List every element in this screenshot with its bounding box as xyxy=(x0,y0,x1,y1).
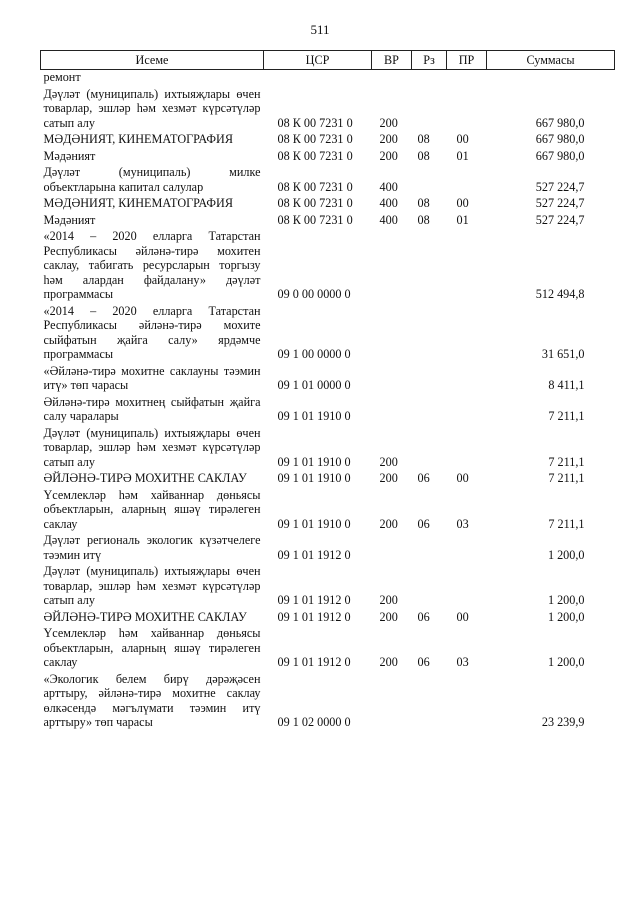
cell-name: ремонт xyxy=(43,70,81,84)
cell-rz xyxy=(412,393,447,424)
table-row xyxy=(41,85,615,131)
table-row xyxy=(41,562,615,608)
cell-vr: 200 xyxy=(379,148,398,163)
cell-vr: 200 xyxy=(379,115,398,130)
cell-sum: 1 200,0 xyxy=(547,609,585,624)
cell-csr: 09 1 01 1910 0 xyxy=(277,409,351,423)
cell-csr: 08 К 00 7231 0 xyxy=(277,115,353,130)
cell-sum: 527 224,7 xyxy=(535,196,585,210)
cell-pr: 00 xyxy=(456,471,469,485)
cell-rz xyxy=(412,531,447,562)
cell-csr: 09 1 01 1910 0 xyxy=(277,454,351,469)
budget-table-container xyxy=(40,50,614,730)
page-number: 511 xyxy=(310,22,330,37)
cell-name: «2014 – 2020 елларга Татарстан Республикасы әйләнә-тирә мохите сыйфатын җайга салу» ярдәмче программасы xyxy=(43,303,261,361)
table-row xyxy=(41,194,615,211)
cell-name: Әйләнә-тирә мохитнең сыйфатын җайга салу чаралары xyxy=(43,394,261,423)
cell-name: Дәүләт (муниципаль) ихтыяҗлары өчен товарлар, эшләр һәм хезмәт күрсәтүләр сатып алу xyxy=(43,425,261,469)
cell-csr: 09 1 01 1912 0 xyxy=(277,609,351,624)
cell-name: Мәдәният xyxy=(43,148,96,163)
cell-csr: 09 1 01 1910 0 xyxy=(277,471,351,485)
table-row xyxy=(41,486,615,532)
cell-rz xyxy=(412,424,447,470)
cell-rz xyxy=(412,302,447,362)
table-row xyxy=(41,424,615,470)
cell-pr xyxy=(447,302,487,362)
table-row xyxy=(41,227,615,302)
cell-sum: 7 211,1 xyxy=(548,409,585,423)
cell-pr: 03 xyxy=(456,655,469,669)
table-row xyxy=(41,670,615,730)
cell-sum: 8 411,1 xyxy=(548,378,585,392)
cell-pr xyxy=(447,424,487,470)
cell-name: «Экологик белем бирү дәрәҗәсен арттыру, әйләнә-тирә мохитне саклау өлкәсендә мәгълүмати тәэмин итү арттыру» төп чарасы xyxy=(43,671,261,729)
table-row xyxy=(41,531,615,562)
table-row xyxy=(41,393,615,424)
cell-pr: 00 xyxy=(456,196,469,210)
cell-csr: 09 1 01 1912 0 xyxy=(277,593,351,607)
cell-name: «Әйләнә-тирә мохитне саклауны тәэмин итү» төп чарасы xyxy=(43,363,261,392)
cell-sum: 1 200,0 xyxy=(547,655,585,669)
cell-csr: 09 1 01 0000 0 xyxy=(277,378,351,392)
cell-csr xyxy=(264,70,372,85)
cell-pr xyxy=(447,531,487,562)
table-row xyxy=(41,624,615,670)
cell-rz: 08 xyxy=(417,212,430,227)
table-row xyxy=(41,163,615,194)
cell-vr xyxy=(372,670,412,730)
cell-pr: 03 xyxy=(456,516,469,531)
cell-vr xyxy=(372,393,412,424)
cell-name: Үсемлекләр һәм хайваннар дөньясы объектларын, аларның яшәү тирәлеген саклау xyxy=(43,487,261,531)
cell-pr xyxy=(447,85,487,131)
cell-rz xyxy=(412,227,447,302)
cell-rz: 08 xyxy=(417,148,430,163)
cell-rz: 06 xyxy=(417,655,430,669)
cell-vr: 400 xyxy=(379,179,398,194)
cell-vr: 400 xyxy=(379,196,398,210)
cell-name: МӘДӘНИЯТ, КИНЕМАТОГРАФИЯ xyxy=(43,132,233,146)
cell-vr: 200 xyxy=(379,655,398,669)
cell-vr xyxy=(372,362,412,393)
cell-rz: 08 xyxy=(417,196,430,210)
cell-csr: 08 К 00 7231 0 xyxy=(277,148,353,163)
cell-pr xyxy=(447,163,487,194)
cell-sum: 23 239,9 xyxy=(541,715,585,729)
cell-pr: 00 xyxy=(456,609,469,624)
cell-vr: 200 xyxy=(379,132,398,146)
cell-pr xyxy=(447,670,487,730)
cell-pr: 01 xyxy=(456,212,469,227)
cell-rz xyxy=(412,362,447,393)
cell-sum: 31 651,0 xyxy=(541,347,585,361)
cell-name: ӘЙЛӘНӘ-ТИРӘ МОХИТНЕ САКЛАУ xyxy=(43,609,247,624)
table-row xyxy=(41,302,615,362)
cell-name: ӘЙЛӘНӘ-ТИРӘ МОХИТНЕ САКЛАУ xyxy=(43,471,247,485)
cell-pr xyxy=(447,562,487,608)
cell-name: Дәүләт (муниципаль) ихтыяҗлары өчен товарлар, эшләр һәм хезмәт күрсәтүләр сатып алу xyxy=(43,564,261,607)
cell-sum: 7 211,1 xyxy=(548,471,585,485)
cell-vr: 200 xyxy=(379,593,398,607)
cell-pr xyxy=(447,362,487,393)
cell-csr: 09 1 01 1912 0 xyxy=(277,655,351,669)
column-header-vr: ВР xyxy=(372,51,412,70)
cell-pr: 01 xyxy=(456,148,469,163)
cell-name: Дәүләт (муниципаль) милке объектларына капитал салулар xyxy=(43,165,261,194)
cell-vr: 200 xyxy=(379,471,398,485)
cell-csr: 09 1 02 0000 0 xyxy=(277,715,351,729)
cell-vr xyxy=(372,302,412,362)
cell-rz: 06 xyxy=(417,516,430,531)
cell-name: Үсемлекләр һәм хайваннар дөньясы объектларын, аларның яшәү тирәлеген саклау xyxy=(43,626,261,669)
column-header-name: Исеме xyxy=(41,51,264,70)
table-row xyxy=(41,211,615,228)
cell-csr: 08 К 00 7231 0 xyxy=(277,196,353,210)
cell-rz: 06 xyxy=(417,609,430,624)
cell-name: МӘДӘНИЯТ, КИНЕМАТОГРАФИЯ xyxy=(43,196,233,210)
table-body xyxy=(41,70,615,730)
cell-vr xyxy=(372,531,412,562)
cell-vr: 200 xyxy=(379,609,398,624)
table-row xyxy=(41,362,615,393)
table-header xyxy=(41,51,615,70)
budget-table xyxy=(40,50,615,730)
cell-pr: 00 xyxy=(456,132,469,146)
cell-csr: 09 1 00 0000 0 xyxy=(277,347,351,361)
cell-sum: 667 980,0 xyxy=(535,115,585,130)
cell-sum: 512 494,8 xyxy=(535,287,585,301)
table-row xyxy=(41,130,615,147)
cell-pr xyxy=(447,393,487,424)
cell-sum: 527 224,7 xyxy=(535,179,585,194)
cell-sum: 667 980,0 xyxy=(535,132,585,146)
cell-csr: 09 1 01 1910 0 xyxy=(277,516,351,531)
cell-vr: 400 xyxy=(379,212,398,227)
cell-sum: 7 211,1 xyxy=(548,454,585,469)
cell-rz xyxy=(412,70,447,85)
cell-vr: 200 xyxy=(379,454,398,469)
cell-csr: 09 1 01 1912 0 xyxy=(277,547,351,562)
cell-rz: 06 xyxy=(417,471,430,485)
cell-csr: 08 К 00 7231 0 xyxy=(277,212,353,227)
column-header-pr: ПР xyxy=(447,51,487,70)
cell-csr: 08 К 00 7231 0 xyxy=(277,132,353,146)
cell-sum: 527 224,7 xyxy=(535,212,585,227)
cell-rz xyxy=(412,562,447,608)
column-header-sum: Суммасы xyxy=(487,51,615,70)
table-row xyxy=(41,147,615,164)
cell-sum: 1 200,0 xyxy=(547,593,585,607)
cell-pr xyxy=(447,70,487,85)
cell-sum: 667 980,0 xyxy=(535,148,585,163)
table-row xyxy=(41,469,615,486)
cell-sum: 1 200,0 xyxy=(547,547,585,562)
cell-name: Мәдәният xyxy=(43,212,96,227)
cell-name: Дәүләт (муниципаль) ихтыяҗлары өчен товарлар, эшләр һәм хезмәт күрсәтүләр сатып алу xyxy=(43,86,261,130)
cell-rz: 08 xyxy=(417,132,430,146)
cell-vr xyxy=(372,227,412,302)
table-row xyxy=(41,70,615,85)
column-header-rz: Рз xyxy=(412,51,447,70)
cell-vr xyxy=(372,70,412,85)
cell-vr: 200 xyxy=(379,516,398,531)
cell-name: Дәүләт региональ экологик күзәтчелеге тәэмин итү xyxy=(43,533,261,562)
cell-csr: 09 0 00 0000 0 xyxy=(277,287,351,301)
cell-name: «2014 – 2020 елларга Татарстан Республикасы әйләнә-тирә мохитен саклау, табигать ресурсларын торгызу һәм алардан файдалану» дәүләт программасы xyxy=(43,229,261,301)
cell-rz xyxy=(412,85,447,131)
cell-sum: 7 211,1 xyxy=(548,516,585,531)
cell-sum xyxy=(487,70,615,85)
cell-rz xyxy=(412,163,447,194)
column-header-csr: ЦСР xyxy=(264,51,372,70)
cell-pr xyxy=(447,227,487,302)
cell-csr: 08 К 00 7231 0 xyxy=(277,179,353,194)
table-row xyxy=(41,608,615,625)
cell-rz xyxy=(412,670,447,730)
